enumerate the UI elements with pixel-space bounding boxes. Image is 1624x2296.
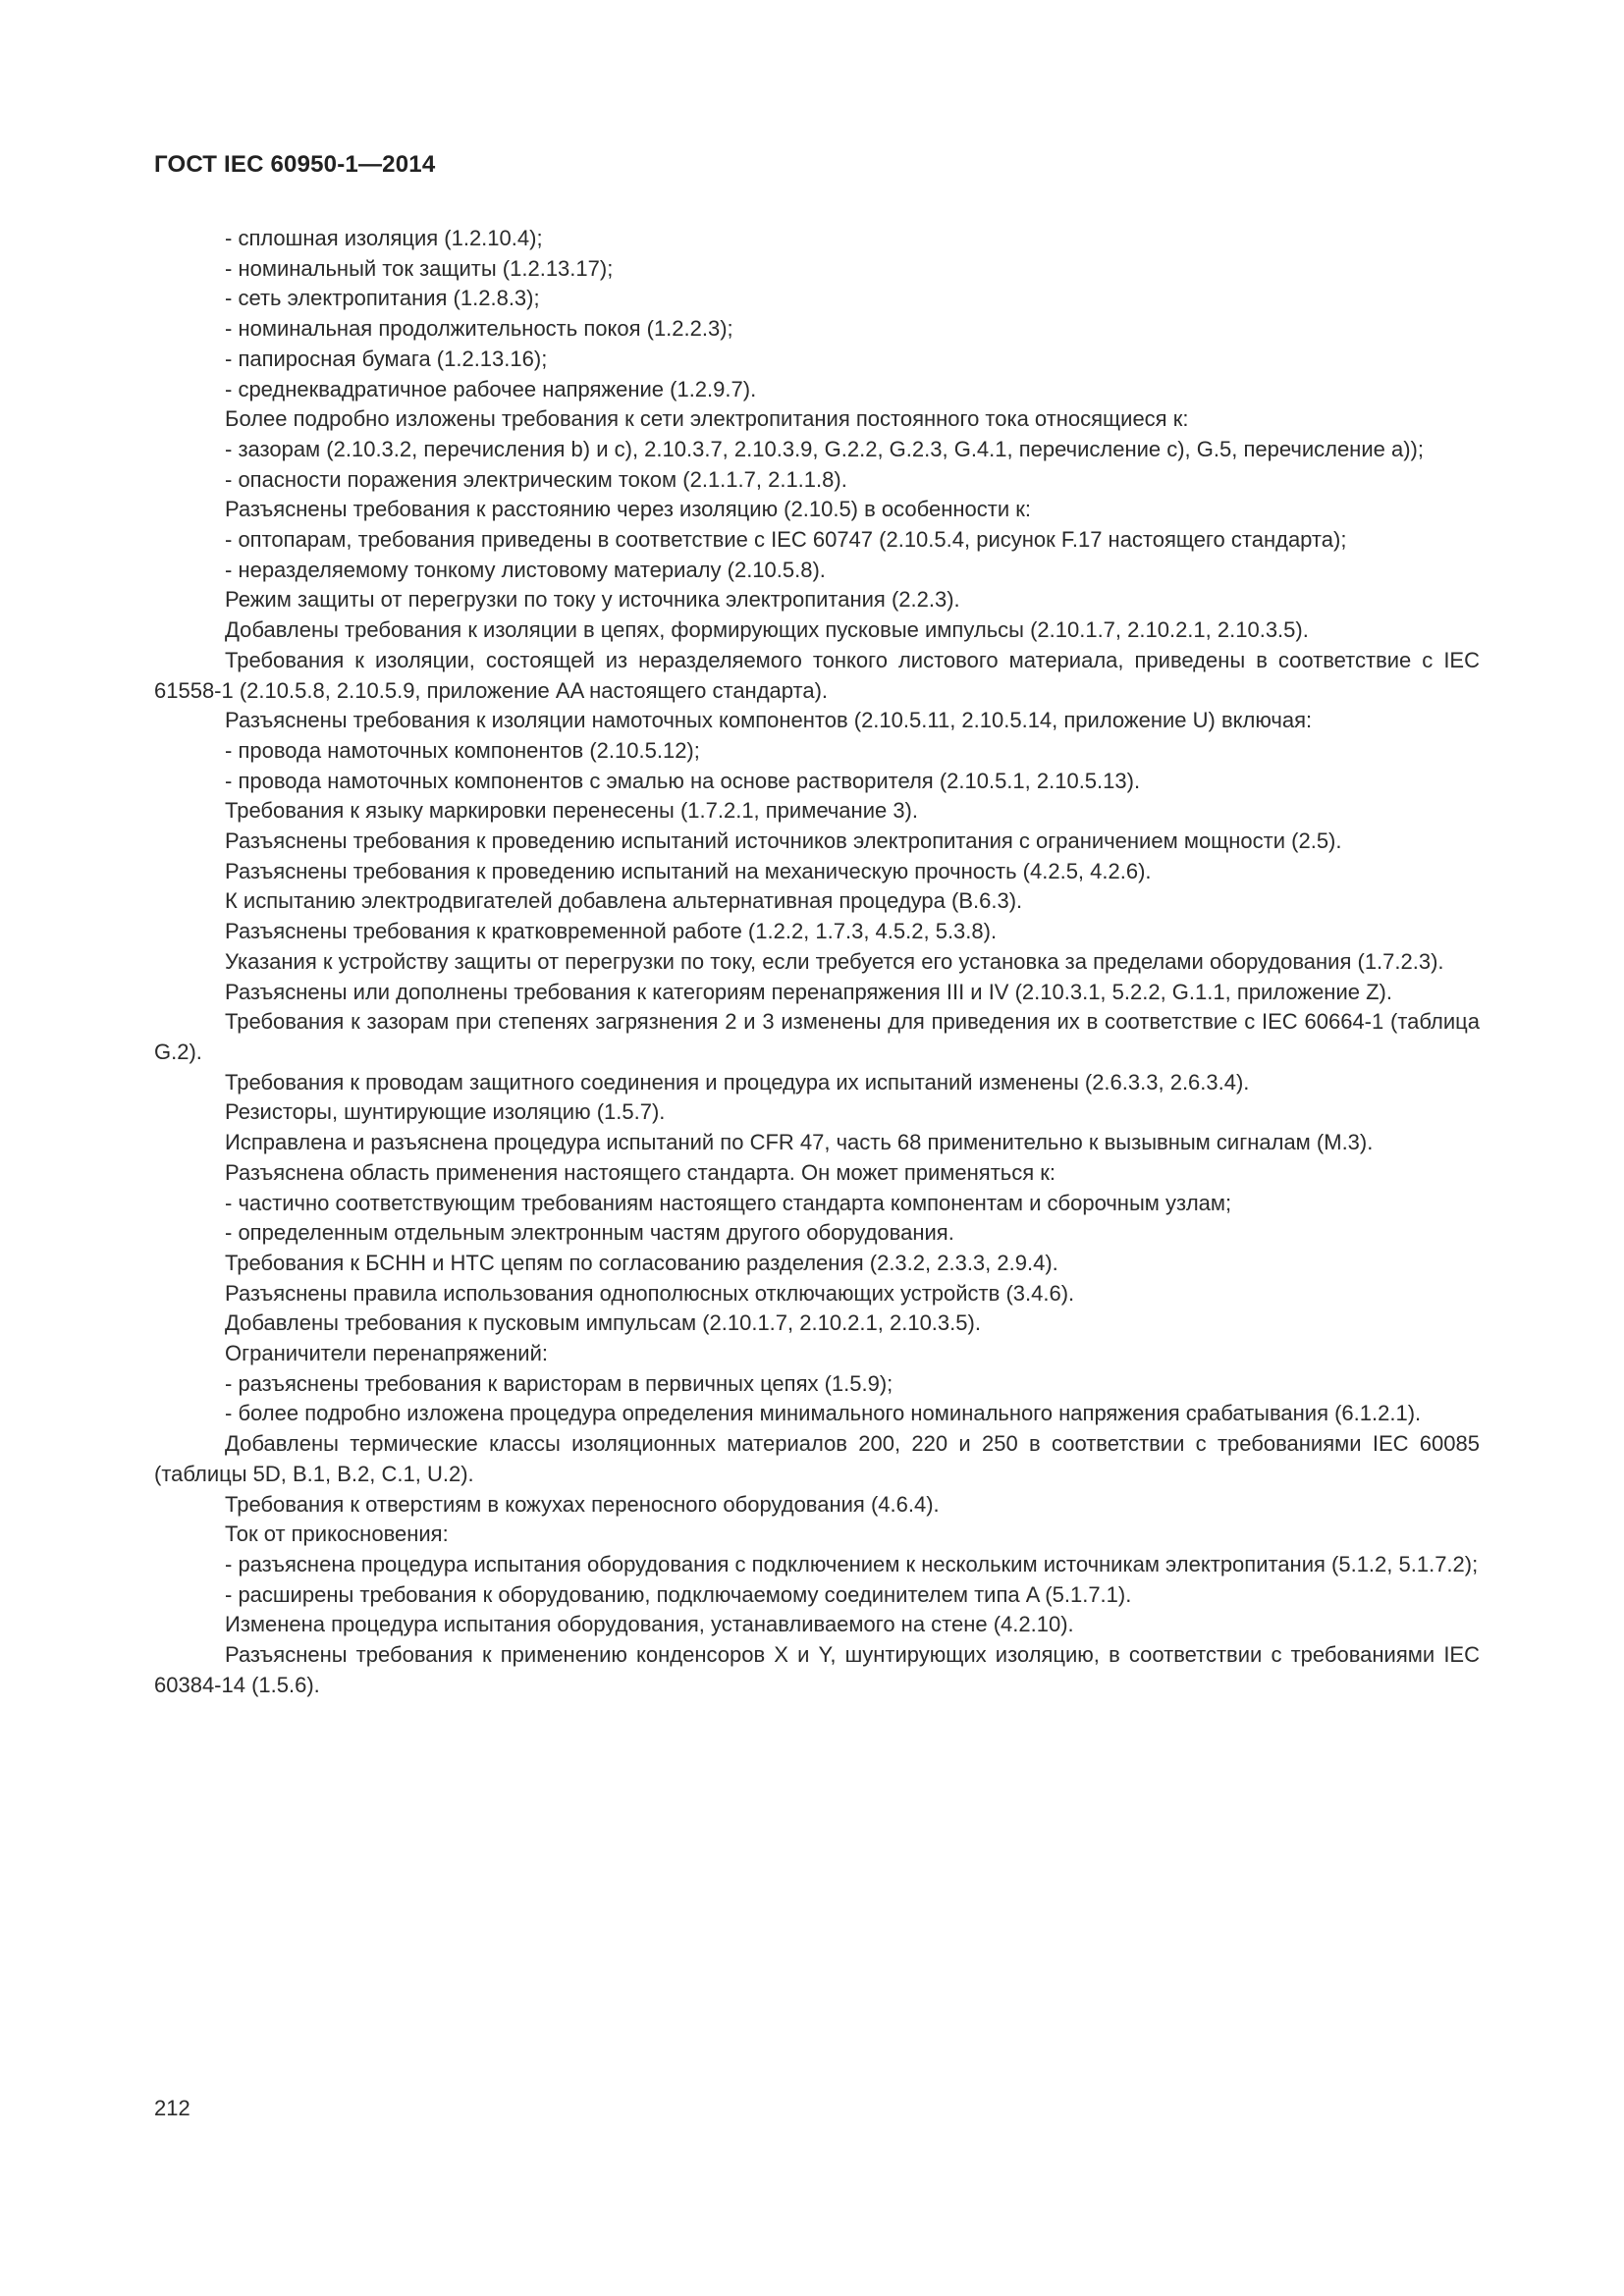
document-title: ГОСТ IEC 60950-1—2014 [154, 151, 436, 178]
paragraph: Требования к отверстиям в кожухах переносного оборудования (4.6.4). [225, 1491, 940, 1517]
paragraph: - более подробно изложена процедура определения минимального номинального напряжения срабатывания (6.1.2.1). [225, 1401, 1422, 1426]
paragraph: Разъяснены требования к проведению испытаний на механическую прочность (4.2.5, 4.2.6). [225, 858, 1152, 883]
document-body [154, 224, 1480, 1700]
paragraph: - папиросная бумага (1.2.13.16); [225, 346, 548, 371]
paragraph: - определенным отдельным электронным частям другого оборудования. [225, 1220, 954, 1246]
paragraph: Резисторы, шунтирующие изоляцию (1.5.7). [225, 1099, 666, 1125]
paragraph: Разъяснены или дополнены требования к категориям перенапряжения III и IV (2.10.3.1, 5.2.2, G.1.1, приложение Z). [225, 979, 1392, 1004]
paragraph: - зазорам (2.10.3.2, перечисления b) и c), 2.10.3.7, 2.10.3.9, G.2.2, G.2.3, G.4.1, перечисление c), G.5, перечисление a)); [225, 436, 1424, 461]
paragraph: - среднеквадратичное рабочее напряжение (1.2.9.7). [225, 376, 757, 401]
paragraph: - сеть электропитания (1.2.8.3); [225, 286, 540, 311]
paragraph: - провода намоточных компонентов с эмалью на основе растворителя (2.10.5.1, 2.10.5.13). [225, 768, 1141, 793]
paragraph: - оптопарам, требования приведены в соответствие с IEC 60747 (2.10.5.4, рисунок F.17 настоящего стандарта); [225, 527, 1347, 553]
paragraph: - номинальный ток защиты (1.2.13.17); [225, 255, 614, 281]
paragraph: Разъяснены требования к расстоянию через изоляцию (2.10.5) в особенности к: [225, 497, 1031, 522]
paragraph: - частично соответствующим требованиям настоящего стандарта компонентам и сборочным узлам; [225, 1190, 1232, 1215]
paragraph: Разъяснены требования к проведению испытаний источников электропитания с ограничением мощности (2.5). [225, 828, 1342, 854]
paragraph: - номинальная продолжительность покоя (1.2.2.3); [225, 316, 733, 342]
paragraph: Изменена процедура испытания оборудования, устанавливаемого на стене (4.2.10). [225, 1612, 1074, 1637]
paragraph: - расширены требования к оборудованию, подключаемому соединителем типа A (5.1.7.1). [225, 1581, 1132, 1607]
paragraph: Добавлены требования к изоляции в цепях, формирующих пусковые импульсы (2.10.1.7, 2.10.2.1, 2.10.3.5). [225, 617, 1309, 643]
paragraph: - разъяснена процедура испытания оборудования с подключением к нескольким источникам электропитания (5.1.2, 5.1.7.2); [225, 1551, 1479, 1576]
paragraph: Разъяснены правила использования однополюсных отключающих устройств (3.4.6). [225, 1280, 1075, 1306]
paragraph: - провода намоточных компонентов (2.10.5.12); [225, 737, 700, 763]
paragraph: Разъяснена область применения настоящего стандарта. Он может применяться к: [225, 1159, 1056, 1185]
paragraph: Более подробно изложены требования к сети электропитания постоянного тока относящиеся к: [225, 406, 1189, 432]
paragraph: - разъяснены требования к варисторам в первичных цепях (1.5.9); [225, 1370, 893, 1396]
paragraph: К испытанию электродвигателей добавлена альтернативная процедура (B.6.3). [225, 888, 1023, 914]
paragraph: Требования к зазорам при степенях загрязнения 2 и 3 изменены для приведения их в соответствие с IEC 60664-1 (таблица G.2). [154, 1009, 1480, 1064]
paragraph: Ограничители перенапряжений: [225, 1341, 548, 1366]
paragraph: Добавлены термические классы изоляционных материалов 200, 220 и 250 в соответствии с требованиями IEC 60085 (таблицы 5D, B.1, B.2, C.1, U.2). [154, 1431, 1480, 1486]
page-number: 212 [154, 2096, 190, 2120]
paragraph: Режим защиты от перегрузки по току у источника электропитания (2.2.3). [225, 587, 960, 613]
paragraph: Исправлена и разъяснена процедура испытаний по CFR 47, часть 68 применительно к вызывным сигналам (M.3). [225, 1130, 1374, 1155]
paragraph: - опасности поражения электрическим током (2.1.1.7, 2.1.1.8). [225, 466, 847, 492]
paragraph: Разъяснены требования к применению конденсоров X и Y, шунтирующих изоляцию, в соответствии с требованиями IEC 60384-14 (1.5.6). [154, 1642, 1480, 1697]
paragraph: - неразделяемому тонкому листовому материалу (2.10.5.8). [225, 557, 826, 582]
paragraph: Ток от прикосновения: [225, 1522, 449, 1547]
paragraph: Требования к изоляции, состоящей из неразделяемого тонкого листового материала, приведены в соответствие с IEC 61558-1 (2.10.5.8, 2.10.5.9, приложение AA настоящего стандарта). [154, 647, 1480, 703]
paragraph: Добавлены требования к пусковым импульсам (2.10.1.7, 2.10.2.1, 2.10.3.5). [225, 1310, 981, 1336]
paragraph: Требования к языку маркировки перенесены (1.7.2.1, примечание 3). [225, 798, 918, 824]
paragraph: Разъяснены требования к изоляции намоточных компонентов (2.10.5.11, 2.10.5.14, приложение U) включая: [225, 708, 1313, 733]
paragraph: Требования к БСНН и НТС цепям по согласованию разделения (2.3.2, 2.3.3, 2.9.4). [225, 1250, 1058, 1275]
paragraph: Указания к устройству защиты от перегрузки по току, если требуется его установка за пределами оборудования (1.7.2.3). [225, 948, 1444, 974]
paragraph: Разъяснены требования к кратковременной работе (1.2.2, 1.7.3, 4.5.2, 5.3.8). [225, 919, 998, 944]
paragraph: - сплошная изоляция (1.2.10.4); [225, 226, 543, 250]
paragraph: Требования к проводам защитного соединения и процедура их испытаний изменены (2.6.3.3, 2.6.3.4). [225, 1069, 1250, 1095]
